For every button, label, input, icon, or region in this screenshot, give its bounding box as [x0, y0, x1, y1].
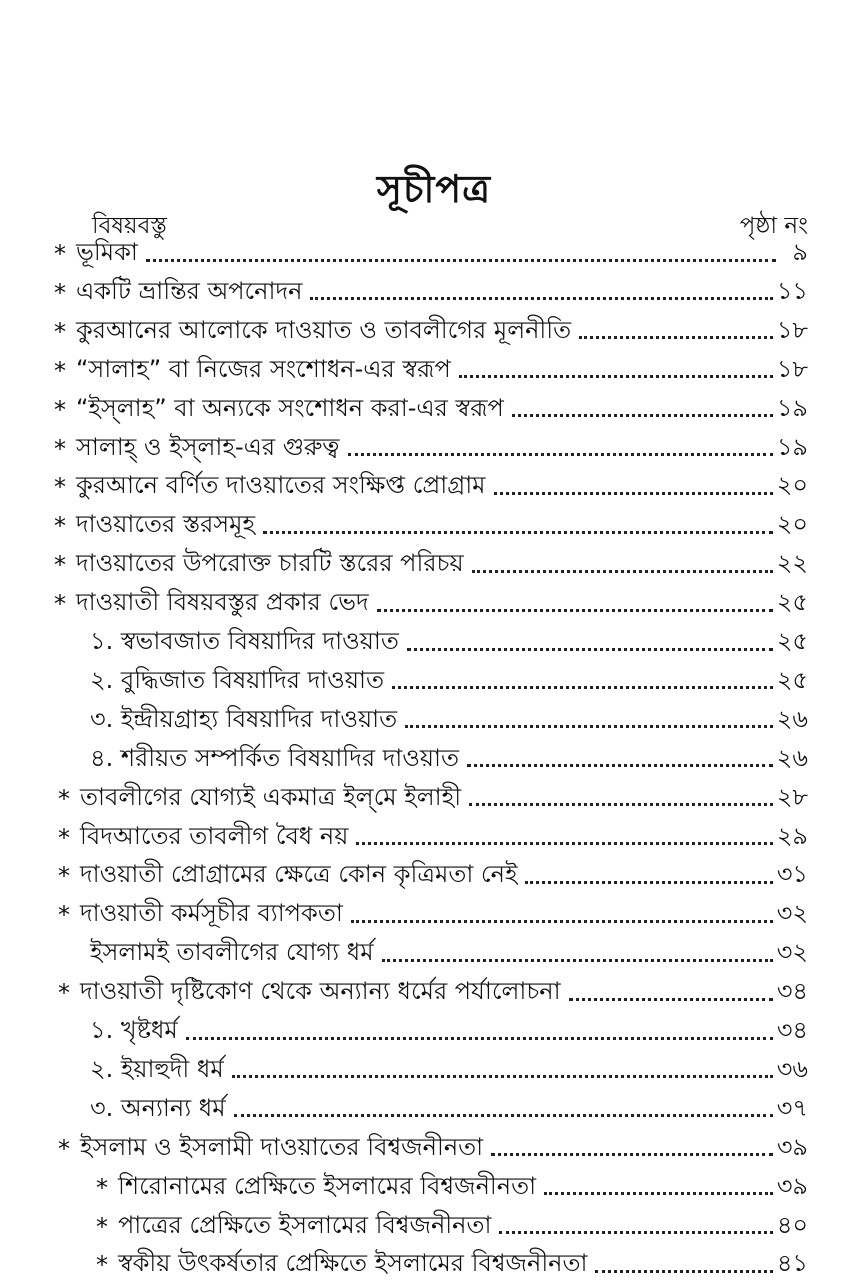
toc-entry-title: ইসলাম ও ইসলামী দাওয়াতের বিশ্বজনীনতা — [80, 1132, 484, 1161]
toc-entry-page: ২৫ — [776, 627, 808, 655]
toc-entry — [0, 625, 868, 661]
toc-entry-title: কুরআনের আলোকে দাওয়াত ও তাবলীগের মূলনীতি — [76, 315, 572, 344]
bullet-star: * — [54, 434, 66, 463]
bullet-star: * — [58, 862, 70, 891]
dot-leader — [499, 1231, 772, 1234]
toc-entry-page: ৩২ — [776, 899, 808, 928]
toc-entry-page: ৪১ — [776, 1249, 808, 1278]
bullet-star: * — [58, 901, 70, 930]
toc-entry — [0, 469, 868, 505]
toc-entry — [0, 1092, 868, 1128]
toc-entry-title: ভূমিকা — [76, 238, 138, 266]
toc-entry — [0, 781, 868, 817]
toc-entry — [0, 431, 868, 467]
toc-entry — [0, 236, 868, 272]
dot-leader — [377, 609, 773, 612]
toc-entry-title: দাওয়াতী দৃষ্টিকোণ থেকে অন্যান্য ধর্মের পর্যালোচনা — [80, 977, 561, 1006]
toc-entry — [0, 703, 868, 739]
toc-entry — [0, 858, 868, 894]
toc-entry-title: ৪. শরীয়ত সম্পর্কিত বিষয়াদির দাওয়াত — [90, 743, 460, 772]
dot-leader — [494, 492, 773, 495]
toc-entry — [0, 820, 868, 856]
bullet-star: * — [54, 317, 66, 346]
toc-entry-title: সালাহ্ ও ইস্‌লাহ-এর গুরুত্ব — [76, 432, 340, 461]
toc-entry-page: ১৯ — [776, 432, 808, 461]
toc-entry-page: ১১ — [776, 276, 808, 305]
bullet-star: * — [54, 473, 66, 502]
toc-entry-title: ১. খৃষ্টধর্ম — [90, 1016, 178, 1044]
toc-entry — [0, 547, 868, 583]
toc-entry — [0, 664, 868, 700]
bullet-star: * — [58, 1134, 70, 1163]
toc-entry-title: পাত্রের প্রেক্ষিতে ইসলামের বিশ্বজনীনতা — [118, 1210, 492, 1239]
dot-leader — [392, 686, 773, 689]
toc-entry-title: দাওয়াতী বিষয়বস্তুর প্রকার ভেদ — [76, 588, 369, 617]
toc-entry-title: দাওয়াতের স্তরসমূহ — [76, 510, 256, 539]
dot-leader — [525, 881, 772, 884]
toc-entry-title: ইসলামই তাবলীগের যোগ্য ধর্ম — [90, 938, 374, 967]
toc-entry-title: স্বকীয় উৎকর্ষতার প্রেক্ষিতে ইসলামের বিশ্বজনীনতা — [118, 1249, 588, 1278]
toc-entry-page: ৯ — [792, 238, 808, 266]
toc-entry-page: ৪০ — [776, 1210, 808, 1239]
toc-entry-page: ১৮ — [776, 354, 808, 383]
bullet-star: * — [54, 551, 66, 580]
toc-entry — [0, 1014, 868, 1050]
toc-entry-page: ২৮ — [776, 782, 808, 811]
toc-entry-page: ২০ — [776, 471, 808, 500]
dot-leader — [512, 414, 773, 417]
dot-leader — [186, 1037, 773, 1040]
page-title: সূচীপত্র — [376, 167, 492, 211]
toc-entry-page: ৩৬ — [776, 1054, 808, 1083]
toc-entry — [0, 275, 868, 311]
dot-leader — [469, 803, 773, 806]
bullet-star: * — [58, 784, 70, 813]
toc-entry-page: ১৯ — [776, 393, 808, 422]
toc-entry-title: “ইস্‌লাহ” বা অন্যকে সংশোধন করা-এর স্বরূপ — [76, 393, 504, 422]
toc-entry-title: দাওয়াতী কর্মসূচীর ব্যাপকতা — [80, 899, 343, 928]
toc-entry — [0, 1209, 868, 1245]
toc-entry — [0, 975, 868, 1011]
dot-leader — [310, 297, 772, 300]
dot-leader — [595, 1270, 772, 1273]
bullet-star: * — [54, 512, 66, 541]
toc-entry-title: দাওয়াতী প্রোগ্রামের ক্ষেত্রে কোন কৃত্রিমতা নেই — [80, 860, 518, 889]
toc-entry-page: ৩৪ — [776, 1016, 808, 1044]
dot-leader — [351, 920, 773, 923]
toc-entry-page: ৩৯ — [776, 1171, 808, 1200]
dot-leader — [405, 725, 773, 728]
dot-leader — [263, 531, 773, 534]
bullet-star: * — [54, 356, 66, 385]
toc-entry — [0, 742, 868, 778]
dot-leader — [382, 959, 773, 962]
subject-column-header: বিষয়বস্তু — [92, 213, 167, 239]
toc-entry-page: ১৮ — [776, 315, 808, 344]
toc-entry-title: একটি ভ্রান্তির অপনোদন — [76, 276, 303, 305]
toc-entry-page: ২৬ — [776, 704, 808, 733]
toc-entry — [0, 314, 868, 350]
dot-leader — [569, 998, 773, 1001]
toc-entry-page: ২৬ — [776, 743, 808, 772]
bullet-star: * — [96, 1212, 108, 1241]
toc-entry — [0, 936, 868, 972]
toc-entry-page: ২০ — [776, 510, 808, 539]
bullet-star: * — [58, 823, 70, 852]
dot-leader — [407, 648, 773, 651]
bullet-star: * — [54, 240, 66, 268]
toc-entry-page: ৩৪ — [776, 977, 808, 1006]
dot-leader — [348, 453, 773, 456]
bullet-star: * — [96, 1173, 108, 1202]
dot-leader — [146, 259, 776, 262]
toc-entry-title: শিরোনামের প্রেক্ষিতে ইসলামের বিশ্বজনীনতা — [118, 1171, 537, 1200]
dot-leader — [472, 570, 773, 573]
dot-leader — [234, 1114, 773, 1117]
toc-entry-title: “সালাহ” বা নিজের সংশোধন-এর স্বরূপ — [76, 354, 451, 383]
toc-entry-title: ২. বুদ্ধিজাত বিষয়াদির দাওয়াত — [90, 665, 384, 694]
toc-entry-title: ৩. অন্যান্য ধর্ম — [90, 1093, 226, 1122]
toc-entry-page: ২৫ — [776, 665, 808, 694]
toc-entry-title: তাবলীগের যোগ্যই একমাত্র ইল্‌মে ইলাহী — [80, 782, 462, 811]
toc-entry-page: ২৫ — [776, 588, 808, 617]
bullet-star: * — [58, 979, 70, 1008]
dot-leader — [467, 764, 773, 767]
toc-entry-title: দাওয়াতের উপরোক্ত চারটি স্তরের পরিচয় — [76, 549, 464, 578]
bullet-star: * — [54, 395, 66, 424]
bullet-star: * — [96, 1251, 108, 1280]
toc-entry-page: ৩২ — [776, 938, 808, 967]
toc-entry-page: ২২ — [776, 549, 808, 578]
dot-leader — [579, 336, 773, 339]
toc-entry-title: ২. ইয়াহুদী ধর্ম — [90, 1054, 224, 1083]
toc-entry — [0, 392, 868, 428]
toc-entry-title: বিদআতের তাবলীগ বৈধ নয় — [80, 821, 349, 850]
page-number-column-header: পৃষ্ঠা নং — [739, 213, 808, 239]
toc-entry — [0, 897, 868, 933]
toc-entry — [0, 1053, 868, 1089]
toc-entry — [0, 1170, 868, 1206]
toc-entry — [0, 586, 868, 622]
toc-entry — [0, 353, 868, 389]
dot-leader — [356, 842, 772, 845]
dot-leader — [459, 375, 773, 378]
toc-entry-title: কুরআনে বর্ণিত দাওয়াতের সংক্ষিপ্ত প্রোগ্রাম — [76, 471, 486, 500]
toc-entry-title: ৩. ইন্দ্রীয়গ্রাহ্য বিষয়াদির দাওয়াত — [90, 704, 398, 733]
toc-entry — [0, 1131, 868, 1167]
dot-leader — [232, 1075, 773, 1078]
dot-leader — [544, 1192, 773, 1195]
bullet-star: * — [54, 278, 66, 307]
toc-entry — [0, 508, 868, 544]
toc-entry-page: ৩১ — [776, 860, 808, 889]
toc-entry-title: ১. স্বভাবজাত বিষয়াদির দাওয়াত — [90, 627, 399, 655]
bullet-star: * — [54, 590, 66, 619]
toc-entry-page: ২৯ — [776, 821, 808, 850]
toc-entry — [0, 1247, 868, 1283]
dot-leader — [491, 1153, 773, 1156]
toc-entry-page: ৩৭ — [776, 1093, 808, 1122]
toc-entry-page: ৩৯ — [776, 1132, 808, 1161]
